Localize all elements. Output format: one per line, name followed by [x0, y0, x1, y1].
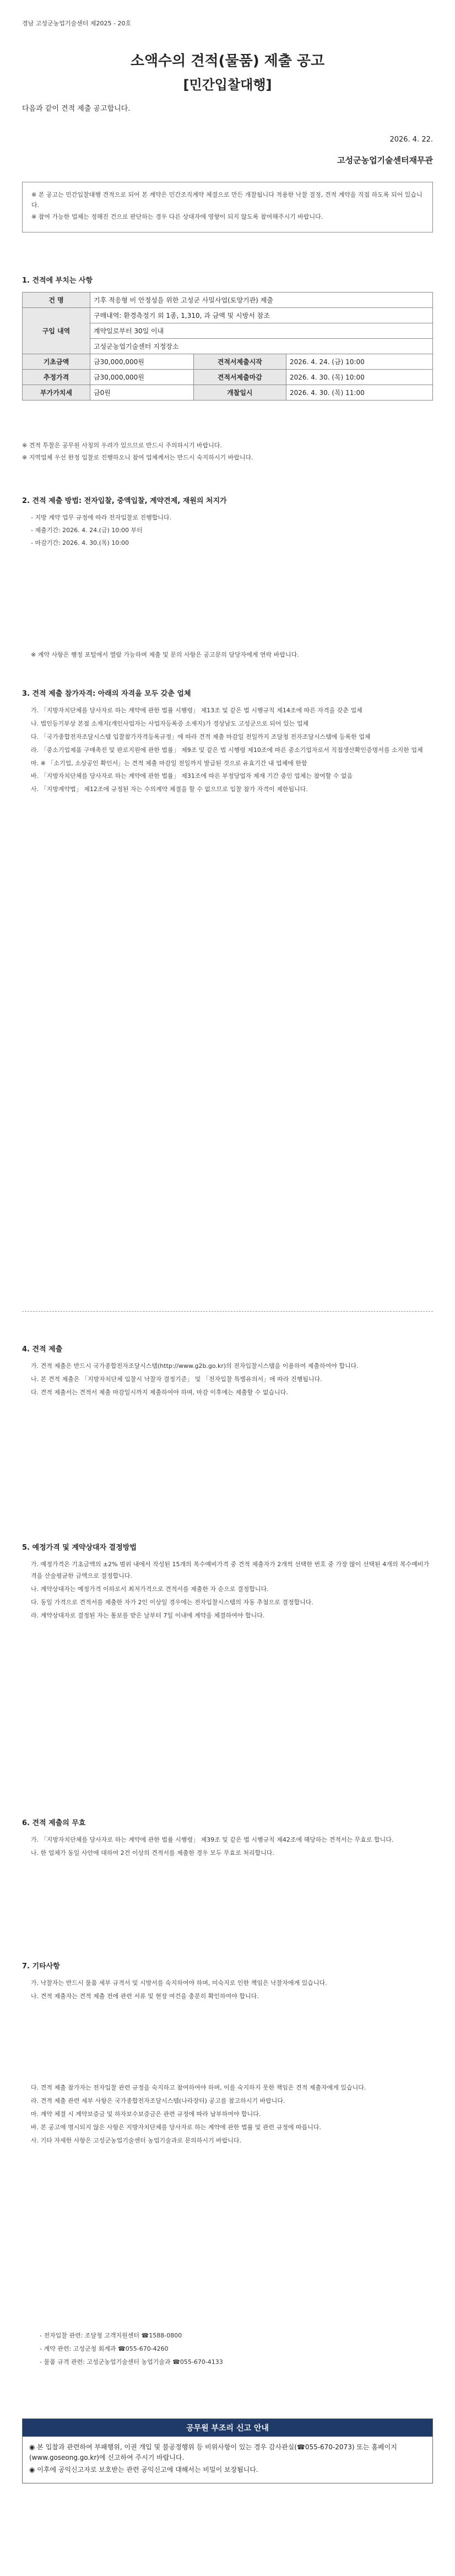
page-title: 소액수의 견적(물품) 제출 공고 — [130, 53, 325, 69]
row-value: 금0원 — [90, 385, 194, 401]
section7-line: 가. 낙찰자는 반드시 물품 세부 규격서 및 시방서를 숙지하여야 하며, 미숙지로 인한 책임은 낙찰자에게 있습니다. — [31, 1979, 327, 1987]
report-line-2: ◉ 이후에 공익신고자로 보호받는 관련 공익신고에 대해서는 비밀이 보장됩니다. — [29, 2466, 258, 2474]
section7-body — [22, 1978, 433, 2004]
section5-line: 나. 계약상대자는 예정가격 이하로서 최저가격으로 견적서를 제출한 자 순으로 결정합니다. — [31, 1585, 269, 1593]
section2-heading: 2. 견적 제출 방법: 전자입찰, 중액입찰, 계약견제, 재원의 처지가 — [22, 497, 227, 505]
section3-line: 가. 「지방자치단체를 당사자로 하는 계약에 관한 법률 시행령」 제13조 및 같은 법 시행규칙 제14조에 따른 자격을 갖춘 업체 — [31, 707, 362, 714]
row-label: 부가가치세 — [23, 385, 90, 401]
section1-notes — [22, 441, 433, 464]
section1-note-2: ※ 지역업체 우선 한정 입찰로 진행하오니 참여 업체께서는 반드시 숙지하시기 바랍니다. — [22, 453, 253, 461]
section8-line: 바. 본 공고에 명시되지 않은 사항은 지방자치단체를 당사자로 하는 계약에 관한 법률 및 관련 규정에 따릅니다. — [31, 2123, 321, 2131]
contact-line: - 계약 관련: 고성군청 회계과 ☎055-670-4260 — [40, 2345, 169, 2352]
section4-body — [22, 1361, 433, 1400]
section8-line: 마. 계약 체결 시 계약보증금 및 하자보수보증금은 관련 규정에 따라 납부하여야 합니다. — [31, 2110, 261, 2118]
schedule-value: 2026. 4. 24. (금) 10:00 — [286, 354, 433, 370]
section5-line: 다. 동일 가격으로 견적서를 제출한 자가 2인 이상일 경우에는 전자입찰시스템의 자동 추첨으로 결정합니다. — [31, 1598, 313, 1606]
section3-line: 라. 「중소기업제품 구매촉진 및 판로지원에 관한 법률」 제9조 및 같은 법 시행령 제10조에 따른 중소기업자로서 직접생산확인증명서를 소지한 업체 — [31, 746, 423, 754]
section8-body — [22, 2082, 433, 2148]
section3-line: 나. 법인등기부상 본점 소재지(개인사업자는 사업자등록증 소재지)가 경상남도 고성군으로 되어 있는 업체 — [31, 719, 308, 727]
org-name: 고성군농업기술센터재무관 — [337, 155, 433, 165]
section6-line: 나. 한 업체가 동일 사안에 대하여 2건 이상의 견적서를 제출한 경우 모두 무효로 처리합니다. — [31, 1849, 274, 1857]
spec-table — [22, 292, 433, 401]
section4-line: 나. 본 견적 제출은 「지방자치단체 입찰시 낙찰자 결정기준」 및 「전자입찰 특별유의서」에 따라 진행됩니다. — [31, 1375, 322, 1383]
row-value: 금30,000,000원 — [90, 370, 194, 385]
schedule-label: 개찰일시 — [193, 385, 286, 401]
section2-body — [22, 512, 433, 550]
section5-line: 가. 예정가격은 기초금액의 ±2% 범위 내에서 작성된 15개의 복수예비가격 중 견적 제출자가 2개씩 선택한 번호 중 가장 많이 선택된 4개의 복수예비가격을 산술평균한 금액으로 결정합니다. — [31, 1561, 430, 1579]
section5-line: 라. 계약상대자로 결정된 자는 통보를 받은 날부터 7일 이내에 계약을 체결하여야 합니다. — [31, 1611, 265, 1619]
section6-line: 가. 「지방자치단체를 당사자로 하는 계약에 관한 법률 시행령」 제39조 및 같은 법 시행규칙 제42조에 해당하는 견적서는 무효로 합니다. — [31, 1836, 394, 1843]
row-value: 계약일로부터 30일 이내 — [90, 323, 433, 339]
row-label: 기초금액 — [23, 354, 90, 370]
section3-line: 사. 「지방계약법」 제12조에 규정된 자는 수의계약 체결을 할 수 없으므로 입찰 참가 자격이 제한됩니다. — [31, 786, 308, 793]
notice-box — [22, 182, 433, 232]
section4-heading: 4. 견적 제출 — [22, 1345, 63, 1354]
row-value: 구매내역: 환경측정기 외 1종, 1,310, 과 금액 및 시방서 참조 — [90, 308, 433, 323]
spec-table-wrap — [22, 292, 433, 401]
section4-line: 다. 견적 제출서는 견적서 제출 마감일시까지 제출하여야 하며, 마감 이후에는 제출할 수 없습니다. — [31, 1388, 288, 1396]
org-line: 경남 고성군농업기술센터 제2025 - 20호 — [22, 20, 132, 27]
section5-heading: 5. 예정가격 및 계약상대자 결정방법 — [22, 1544, 137, 1552]
section8-line: 다. 견적 제출 참가자는 전자입찰 관련 규정을 숙지하고 참여하여야 하며, 이를 숙지하지 못한 책임은 견적 제출자에게 있습니다. — [31, 2084, 366, 2091]
section1-heading: 1. 견적에 부치는 사항 — [22, 277, 93, 285]
section2-line: - 지방 계약 업무 규정에 따라 전자입찰로 진행합니다. — [31, 514, 172, 521]
row-value: 금30,000,000원 — [90, 354, 194, 370]
section8-line: 라. 견적 제출 관련 세부 사항은 국가종합전자조달시스템(나라장터) 공고를 참고하시기 바랍니다. — [31, 2097, 285, 2104]
page-separator — [22, 1311, 433, 1312]
schedule-value: 2026. 4. 30. (목) 10:00 — [286, 370, 433, 385]
section4-line: 가. 견적 제출은 반드시 국가종합전자조달시스템(http://www.g2b.go.kr)의 전자입찰시스템을 이용하여 제출하여야 합니다. — [31, 1362, 359, 1370]
section3-heading: 3. 견적 제출 참가자격: 아래의 자격을 모두 갖춘 업체 — [22, 690, 191, 698]
contacts — [22, 2330, 433, 2370]
report-box-body — [23, 2437, 432, 2483]
row-value: 고성군농업기술센터 지정장소 — [90, 339, 433, 354]
section5-body — [22, 1559, 433, 1623]
notice-date: 2026. 4. 22. — [389, 136, 433, 144]
notice-line-2: ※ 참여 가능한 업체는 정해진 건으로 판단하는 경우 다른 상대자에 영향이 되지 않도록 참여해주시기 바랍니다. — [31, 213, 323, 221]
row-value: 기후 적응형 비 안정성을 위한 고성군 사밀사업(토양기관) 제출 — [90, 293, 433, 308]
schedule-value: 2026. 4. 30. (목) 11:00 — [286, 385, 433, 401]
intro-text: 다음과 같이 견적 제출 공고합니다. — [22, 105, 131, 113]
section6-body — [22, 1834, 433, 1861]
row-label: 추정가격 — [23, 370, 90, 385]
section2-line: - 마감기간: 2026. 4. 30.(목) 10:00 — [31, 539, 129, 546]
contact-line: - 물품 규격 관련: 고성군농업기술센터 농업기술과 ☎055-670-4133 — [40, 2358, 223, 2366]
section3-line: 마. ※ 「소기업, 소상공인 확인서」는 견적 제출 마감일 전일까지 발급된 것으로 유효기간 내 업체에 한함 — [31, 759, 307, 767]
section8-line: 사. 기타 자세한 사항은 고성군농업기술센터 농업기술과로 문의하시기 바랍니다. — [31, 2136, 242, 2144]
row-label: 구입 내역 — [23, 308, 90, 354]
section6-heading: 6. 견적 제출의 무효 — [22, 1819, 86, 1827]
page-subtitle: [민간입찰대행] — [183, 77, 272, 93]
schedule-label: 견적서제출마감 — [193, 370, 286, 385]
section2-line: - 제출기간: 2026. 4. 24.(금) 10:00 부터 — [31, 526, 143, 534]
row-label: 건 명 — [23, 293, 90, 308]
schedule-label: 견적서제출시작 — [193, 354, 286, 370]
section3-body — [22, 705, 433, 797]
section7-line: 나. 견적 제출자는 견적 제출 전에 관련 서류 및 현장 여건을 충분히 확인하여야 합니다. — [31, 1992, 259, 2000]
section1-note-1: ※ 견적 투찰은 공무원 사칭의 우려가 있으므로 반드시 주의하시기 바랍니다. — [22, 442, 222, 449]
section2-note: ※ 계약 사항은 행정 포털에서 열람 가능하며 제출 및 문의 사항은 공고문의 담당자에게 연락 바랍니다. — [31, 651, 299, 658]
notice-line-1: ※ 본 공고는 민간입찰대행 견적으로 되어 본 계약은 민간조직계약 체결으로 만든 개찰됩니다 적용한 낙찰 결정, 견적 계약을 직접 하도록 되어 있습니다. — [31, 191, 422, 209]
section3-line: 바. 「지방자치단체를 당사자로 하는 계약에 관한 법률」 제31조에 따른 부정당업자 제재 기간 중인 업체는 참여할 수 없음 — [31, 772, 353, 780]
report-box-title: 공무원 부조리 신고 안내 — [23, 2419, 432, 2437]
section7-heading: 7. 기타사항 — [22, 1962, 60, 1971]
report-line-1: ◉ 본 입찰과 관련하여 부패행위, 이권 개입 및 불공정행위 등 비위사항이 있는 경우 감사관실(☎055-670-2073) 또는 홈페이지(www.goseong.go.kr)에 신고하여 주시기 바랍니다. — [29, 2443, 397, 2462]
section3-line: 다. 「국가종합전자조달시스템 입찰참가자격등록규정」에 따라 견적 제출 마감일 전일까지 조달청 전자조달시스템에 등록한 업체 — [31, 733, 371, 740]
report-box — [22, 2418, 433, 2483]
contact-line: - 전자입찰 관련: 조달청 고객지원센터 ☎1588-0800 — [40, 2332, 182, 2339]
